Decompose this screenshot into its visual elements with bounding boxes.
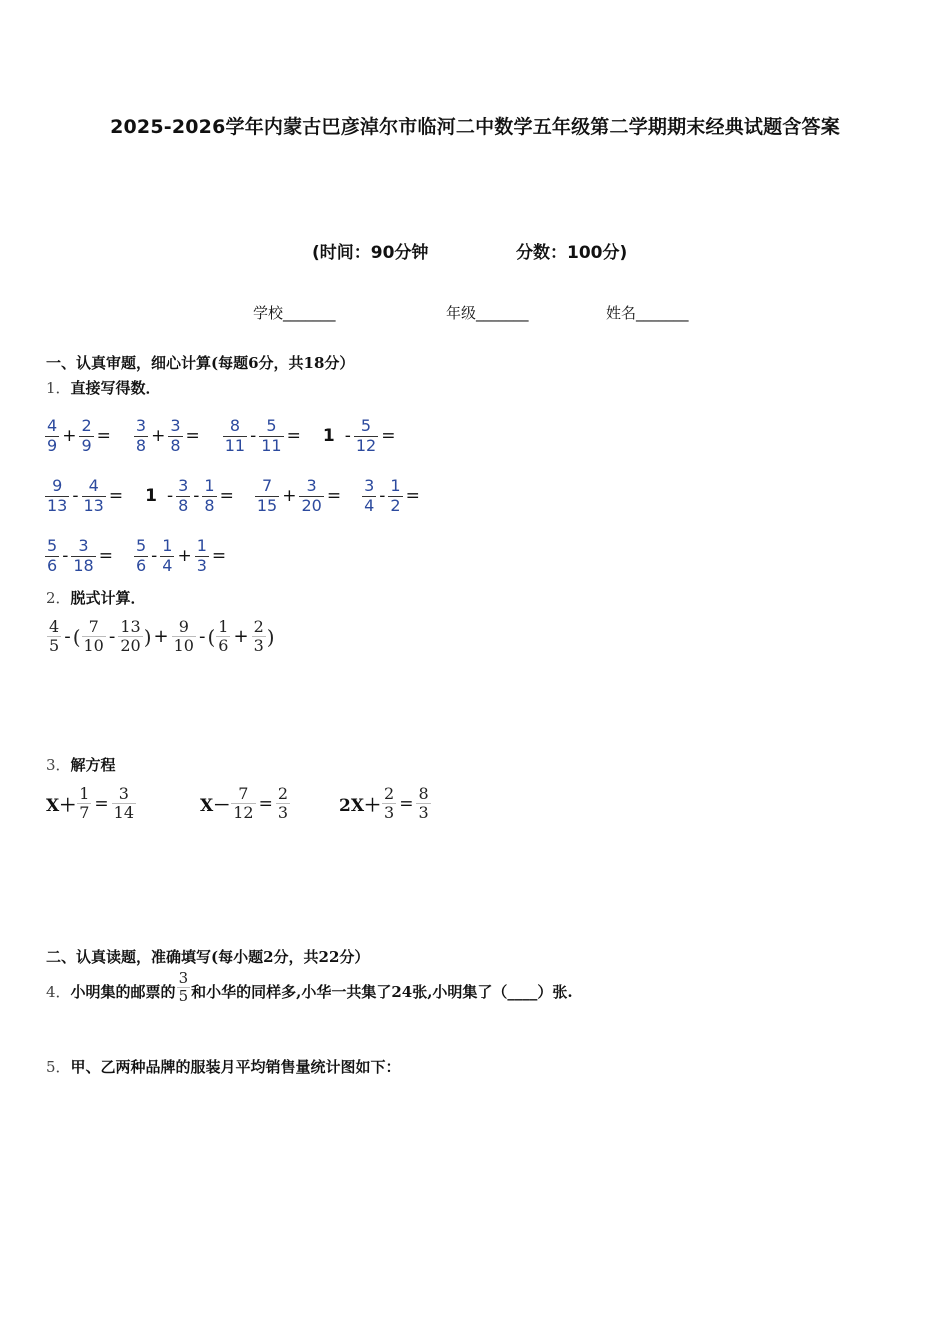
fraction: $\frac{4}{9}$ bbox=[47, 416, 58, 455]
equals-sign: = bbox=[286, 426, 301, 446]
paren: ( bbox=[72, 624, 81, 649]
fraction: $\frac{5}{12}$ bbox=[355, 416, 377, 455]
expression bbox=[222, 417, 303, 455]
school-field: 学校_______ bbox=[253, 304, 336, 322]
question-number: 3． bbox=[46, 756, 71, 774]
fraction: $\frac{8}{11}$ bbox=[224, 416, 246, 455]
fraction: $\frac{2}{3}$ bbox=[384, 784, 395, 823]
equals-sign: = bbox=[96, 426, 111, 446]
expression-row bbox=[44, 526, 440, 586]
expression bbox=[44, 417, 113, 455]
fraction: $\frac{2}{3}$ bbox=[253, 617, 264, 656]
page-title: 2025-2026学年内蒙古巴彦淖尔市临河二中数学五年级第二学期期末经典试题含答案 bbox=[110, 116, 840, 138]
grade-field: 年级_______ bbox=[446, 304, 529, 322]
expression bbox=[321, 417, 398, 455]
fraction: $\frac{3}{4}$ bbox=[364, 476, 375, 515]
operator: - bbox=[250, 426, 257, 446]
question-4 bbox=[46, 970, 573, 1006]
stepwise-expression bbox=[46, 618, 275, 656]
operator: - bbox=[151, 546, 158, 566]
operator: + bbox=[151, 426, 166, 446]
paren: ) bbox=[143, 624, 152, 649]
equals-sign: = bbox=[98, 546, 113, 566]
fraction: $\frac{3}{5}$ bbox=[178, 969, 189, 1006]
operator: - bbox=[62, 546, 69, 566]
mental-math-rows bbox=[44, 406, 440, 586]
question-1 bbox=[46, 377, 161, 398]
operator: - bbox=[198, 626, 206, 648]
equals-sign: = bbox=[211, 546, 227, 566]
operator: - bbox=[193, 486, 200, 506]
fraction: $\frac{4}{5}$ bbox=[49, 617, 60, 656]
equals-sign: = bbox=[405, 486, 420, 506]
fraction: $\frac{1}{4}$ bbox=[162, 536, 173, 575]
number: 1 bbox=[322, 426, 335, 446]
fraction: $\frac{2}{9}$ bbox=[81, 416, 92, 455]
exam-score: 分数：100分) bbox=[516, 243, 628, 263]
question-number: 1． bbox=[46, 379, 71, 397]
fraction: $\frac{1}{2}$ bbox=[390, 476, 401, 515]
operator: - bbox=[344, 426, 351, 446]
equation-lhs: X＋ bbox=[46, 796, 77, 817]
fraction: $\frac{7}{10}$ bbox=[83, 617, 104, 656]
section2-heading: 二、认真读题，准确填写(每小题2分，共22分） bbox=[46, 948, 370, 966]
operator: + bbox=[62, 426, 77, 446]
fraction: $\frac{3}{18}$ bbox=[73, 536, 94, 575]
operator: - bbox=[64, 626, 71, 648]
operator: - bbox=[108, 626, 116, 648]
paren: ) bbox=[266, 624, 275, 649]
expression bbox=[44, 537, 115, 575]
fraction: $\frac{1}{6}$ bbox=[218, 617, 229, 656]
fraction: $\frac{5}{6}$ bbox=[47, 536, 58, 575]
operator: + bbox=[177, 546, 192, 566]
fraction: $\frac{9}{10}$ bbox=[173, 617, 194, 656]
operator: + bbox=[153, 626, 169, 648]
operator: - bbox=[72, 486, 79, 506]
fraction: $\frac{3}{8}$ bbox=[170, 416, 181, 455]
question-2 bbox=[46, 587, 146, 608]
operator: + bbox=[282, 486, 297, 506]
equation-lhs: X－ bbox=[200, 796, 231, 817]
fraction: $\frac{5}{11}$ bbox=[261, 416, 282, 455]
expression bbox=[133, 417, 202, 455]
expression bbox=[143, 477, 236, 515]
equation-3 bbox=[339, 785, 432, 823]
expression bbox=[133, 537, 228, 575]
fraction: $\frac{1}{8}$ bbox=[204, 476, 215, 515]
fraction: $\frac{7}{12}$ bbox=[233, 784, 254, 823]
section1-heading: 一、认真审题，细心计算(每题6分，共18分） bbox=[46, 354, 355, 372]
question-text: 解方程 bbox=[70, 756, 116, 774]
fraction: $\frac{8}{3}$ bbox=[418, 784, 429, 823]
equals-sign: = bbox=[185, 426, 200, 446]
fraction: $\frac{2}{3}$ bbox=[277, 784, 288, 823]
fraction: $\frac{7}{15}$ bbox=[256, 476, 278, 515]
question-text: 和小华的同样多,小华一共集了24张,小明集了（____）张. bbox=[191, 982, 573, 1001]
fraction: $\frac{3}{8}$ bbox=[178, 476, 189, 515]
expression bbox=[254, 477, 343, 515]
expression bbox=[361, 477, 422, 515]
expression-row bbox=[44, 466, 440, 526]
fraction: $\frac{3}{20}$ bbox=[301, 476, 322, 515]
expression-row bbox=[44, 406, 440, 466]
question-number: 2． bbox=[46, 589, 71, 607]
paren: ( bbox=[207, 624, 216, 649]
fraction: $\frac{9}{13}$ bbox=[47, 476, 68, 515]
question-5 bbox=[46, 1056, 401, 1077]
fraction: $\frac{1}{3}$ bbox=[196, 536, 207, 575]
equals-sign: = bbox=[399, 793, 414, 814]
fraction: $\frac{13}{20}$ bbox=[120, 617, 141, 656]
question-number: 4． bbox=[46, 982, 71, 1001]
equals-sign: = bbox=[381, 426, 396, 446]
equals-sign: = bbox=[258, 793, 273, 814]
equation-lhs: 2X＋ bbox=[339, 796, 382, 817]
fraction: $\frac{3}{8}$ bbox=[135, 416, 147, 455]
question-text: 甲、乙两种品牌的服装月平均销售量统计图如下： bbox=[70, 1058, 401, 1076]
equation-1 bbox=[46, 785, 137, 823]
exam-time: (时间：90分钟 bbox=[312, 243, 429, 263]
operator: - bbox=[379, 486, 386, 506]
question-number: 5． bbox=[46, 1058, 71, 1076]
equals-sign: = bbox=[108, 486, 124, 506]
equals-sign: = bbox=[219, 486, 234, 506]
question-text: 脱式计算． bbox=[70, 589, 146, 607]
expression bbox=[44, 477, 125, 515]
equals-sign: = bbox=[326, 486, 342, 506]
question-text: 小明集的邮票的 bbox=[70, 982, 176, 1001]
number: 1 bbox=[145, 486, 157, 506]
fraction: $\frac{1}{7}$ bbox=[79, 784, 90, 823]
fraction: $\frac{3}{14}$ bbox=[113, 784, 134, 823]
equals-sign: = bbox=[94, 793, 109, 814]
name-field: 姓名_______ bbox=[606, 304, 689, 322]
question-3 bbox=[46, 754, 116, 775]
operator: + bbox=[233, 626, 249, 648]
fraction: $\frac{5}{6}$ bbox=[135, 536, 147, 575]
fraction: $\frac{4}{13}$ bbox=[83, 476, 104, 515]
question-text: 直接写得数． bbox=[70, 379, 161, 397]
operator: - bbox=[166, 486, 174, 506]
equation-2 bbox=[200, 785, 291, 823]
